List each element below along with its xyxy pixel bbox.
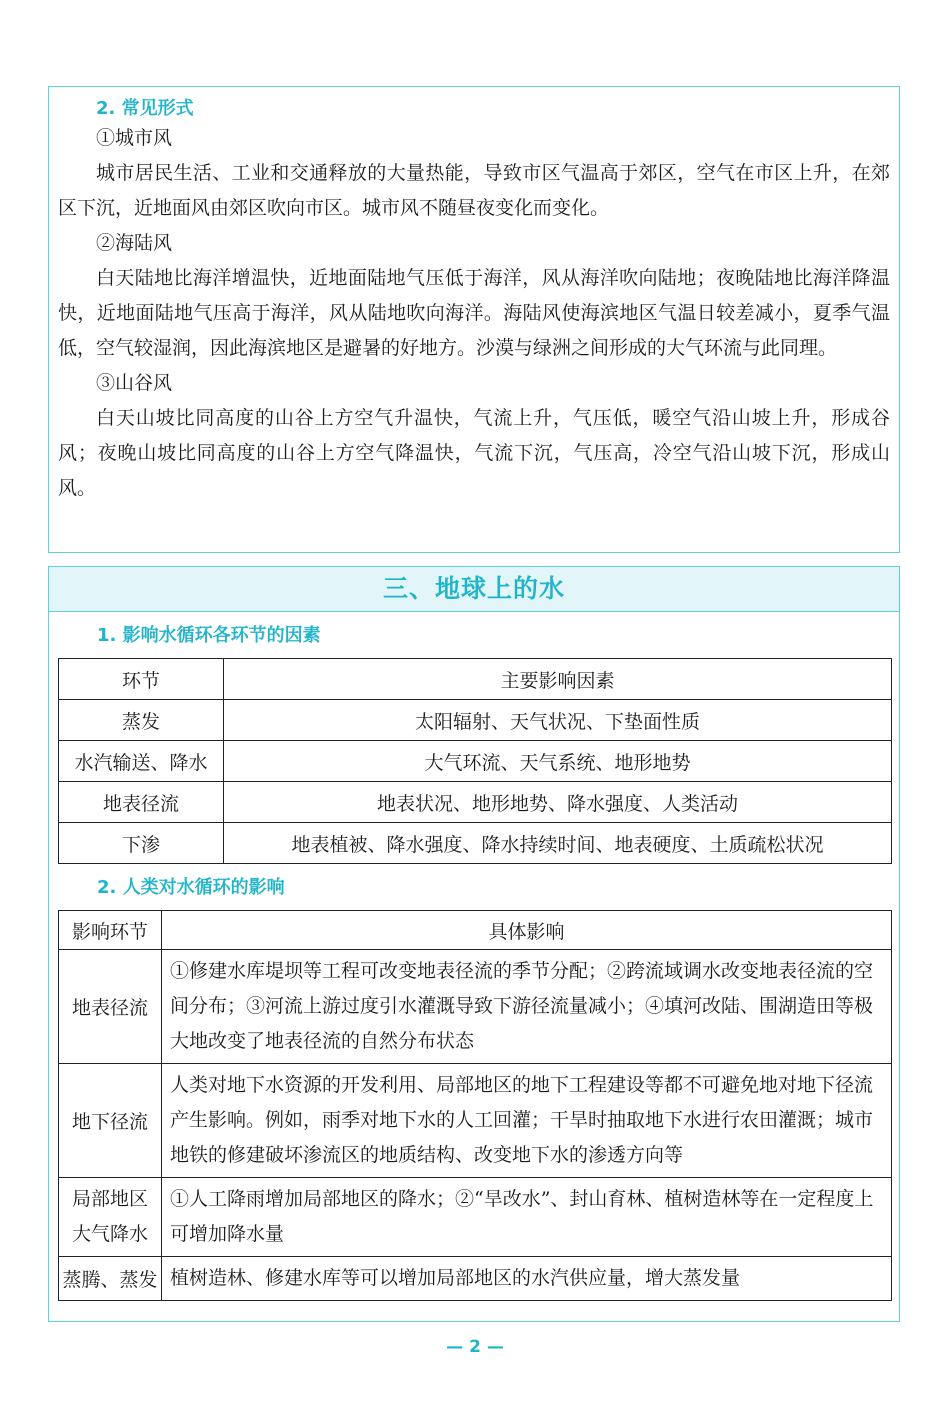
table-cell: 人类对地下水资源的开发利用、局部地区的地下工程建设等都不可避免地对地下径流产生影响。例如，雨季对地下水的人工回灌；干旱时抽取地下水进行农田灌溉；城市地铁的修建破坏渗流区的地质结构、改变地下水的渗透方向等 xyxy=(162,1064,892,1178)
common-forms-heading: 2. 常见形式 xyxy=(96,98,194,119)
table-cell: ①修建水库堤坝等工程可改变地表径流的季节分配；②跨流域调水改变地表径流的空间分布；③河流上游过度引水灌溉导致下游径流量减小；④填河改陆、围湖造田等极大地改变了地表径流的自然分布状态 xyxy=(162,950,892,1064)
table-cell: 地表径流 xyxy=(59,950,162,1064)
table-cell: 地下径流 xyxy=(59,1064,162,1178)
table-header-row xyxy=(59,659,892,700)
valley-wind-text: 白天山坡比同高度的山谷上方空气升温快，气流上升，气压低，暖空气沿山坡上升，形成谷风；夜晚山坡比同高度的山谷上方空气降温快，气流下沉，气压高，冷空气沿山坡下沉，形成山风。 xyxy=(58,407,890,499)
table-cell: 下渗 xyxy=(59,823,224,864)
table-header-cell: 主要影响因素 xyxy=(224,659,892,700)
sea-land-wind-title: ②海陆风 xyxy=(96,232,173,254)
section-common-forms xyxy=(48,86,900,553)
human-impact-heading: 2. 人类对水循环的影响 xyxy=(97,877,285,898)
table-cell: 地表状况、地形地势、降水强度、人类活动 xyxy=(224,782,892,823)
table-header-cell: 影响环节 xyxy=(59,911,162,950)
table-header-cell: 具体影响 xyxy=(162,911,892,950)
table-row xyxy=(59,823,892,864)
section-water-on-earth xyxy=(48,566,900,1322)
table-row xyxy=(59,1257,892,1301)
sea-land-wind-text: 白天陆地比海洋增温快，近地面陆地气压低于海洋，风从海洋吹向陆地；夜晚陆地比海洋降温快，近地面陆地气压高于海洋，风从陆地吹向海洋。海陆风使海滨地区气温日较差减小，夏季气温低，空气较湿润，因此海滨地区是避暑的好地方。沙漠与绿洲之间形成的大气环流与此同理。 xyxy=(58,267,890,359)
table-row xyxy=(59,1178,892,1257)
table-cell: 蒸腾、蒸发 xyxy=(59,1257,162,1301)
factors-heading: 1. 影响水循环各环节的因素 xyxy=(97,625,321,646)
table-row xyxy=(59,782,892,823)
table-cell: 蒸发 xyxy=(59,700,224,741)
table-header-row xyxy=(59,911,892,950)
human-impact-table xyxy=(58,910,892,1301)
city-wind-text: 城市居民生活、工业和交通释放的大量热能，导致市区气温高于郊区，空气在市区上升，在郊区下沉，近地面风由郊区吹向市区。城市风不随昼夜变化而变化。 xyxy=(58,162,890,219)
table-header-cell: 环节 xyxy=(59,659,224,700)
table-cell: 太阳辐射、天气状况、下垫面性质 xyxy=(224,700,892,741)
table-row xyxy=(59,700,892,741)
table-cell: 地表径流 xyxy=(59,782,224,823)
table-cell: 大气环流、天气系统、地形地势 xyxy=(224,741,892,782)
table-cell: 地表植被、降水强度、降水持续时间、地表硬度、土质疏松状况 xyxy=(224,823,892,864)
valley-wind-title: ③山谷风 xyxy=(96,372,173,394)
table-row xyxy=(59,741,892,782)
table-cell: ①人工降雨增加局部地区的降水；②“旱改水”、封山育林、植树造林等在一定程度上可增加降水量 xyxy=(162,1178,892,1257)
section-title: 三、地球上的水 xyxy=(49,567,899,612)
table-cell: 水汽输送、降水 xyxy=(59,741,224,782)
city-wind-title: ①城市风 xyxy=(96,127,173,149)
page-number: — 2 — xyxy=(446,1337,504,1357)
table-row xyxy=(59,1064,892,1178)
water-cycle-factors-table xyxy=(58,658,892,864)
table-row xyxy=(59,950,892,1064)
table-cell: 植树造林、修建水库等可以增加局部地区的水汽供应量，增大蒸发量 xyxy=(162,1257,892,1301)
table-cell: 局部地区大气降水 xyxy=(59,1178,162,1257)
